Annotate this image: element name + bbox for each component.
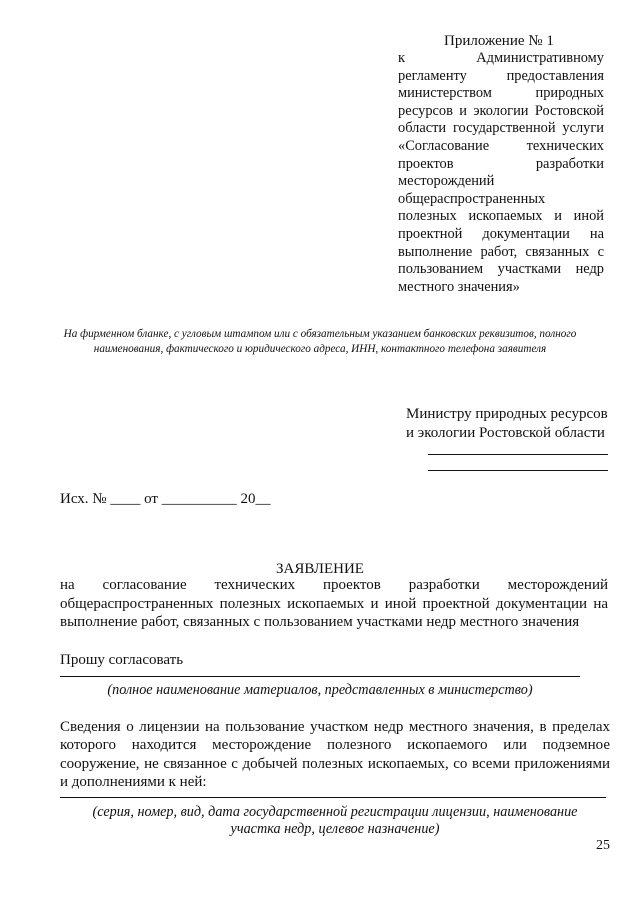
addressee-line-2: и экологии Ростовской области: [406, 425, 605, 441]
application-subject: на согласование технических проектов разработки месторождений общераспространенных полезных ископаемых и иной проектной документации на выполнение работ, связанных с пользованием участками недр местного значения: [60, 577, 608, 630]
request-fill-line: [60, 676, 580, 677]
addressee-blank-line-2: [428, 470, 608, 471]
addressee-block: [406, 405, 608, 443]
request-label: Прошу согласовать: [60, 652, 184, 668]
document-heading: ЗАЯВЛЕНИЕ: [276, 561, 364, 577]
outgoing-reference: Исх. № ____ от __________ 20__: [60, 491, 271, 507]
request-note: (полное наименование материалов, представленных в министерство): [107, 682, 533, 698]
addressee-blank-line-1: [428, 454, 608, 455]
addressee-line-1: Министру природных ресурсов: [406, 406, 608, 422]
appendix-text: к Административному регламенту предоставления министерством природных ресурсов и экологии Ростовской области государственной услуги «Согласование технических проектов разработки месторождений общераспространенных полезных ископаемых и иной проектной документации на выполнение работ, связанных с пользованием участками недр местного значения»: [398, 50, 604, 295]
page-number: 25: [596, 838, 610, 853]
license-fill-line: [60, 797, 606, 798]
license-note-line-1: (серия, номер, вид, дата государственной регистрации лицензии, наименование: [92, 804, 578, 820]
appendix-title: Приложение № 1: [444, 33, 554, 49]
license-info-text: Сведения о лицензии на пользование участком недр местного значения, в пределах которого находится месторождение полезного ископаемого или подземное сооружение, не связанное с добычей полезных ископаемых, со всеми приложениями и дополнениями к ней:: [60, 719, 610, 790]
license-note: [60, 804, 610, 838]
letterhead-instruction: На фирменном бланке, с угловым штампом или с обязательным указанием банковских реквизитов, полного наименования, фактического и юридического адреса, ИНН, контактного телефона заявителя: [63, 328, 577, 355]
license-note-line-2: участка недр, целевое назначение): [230, 821, 440, 837]
